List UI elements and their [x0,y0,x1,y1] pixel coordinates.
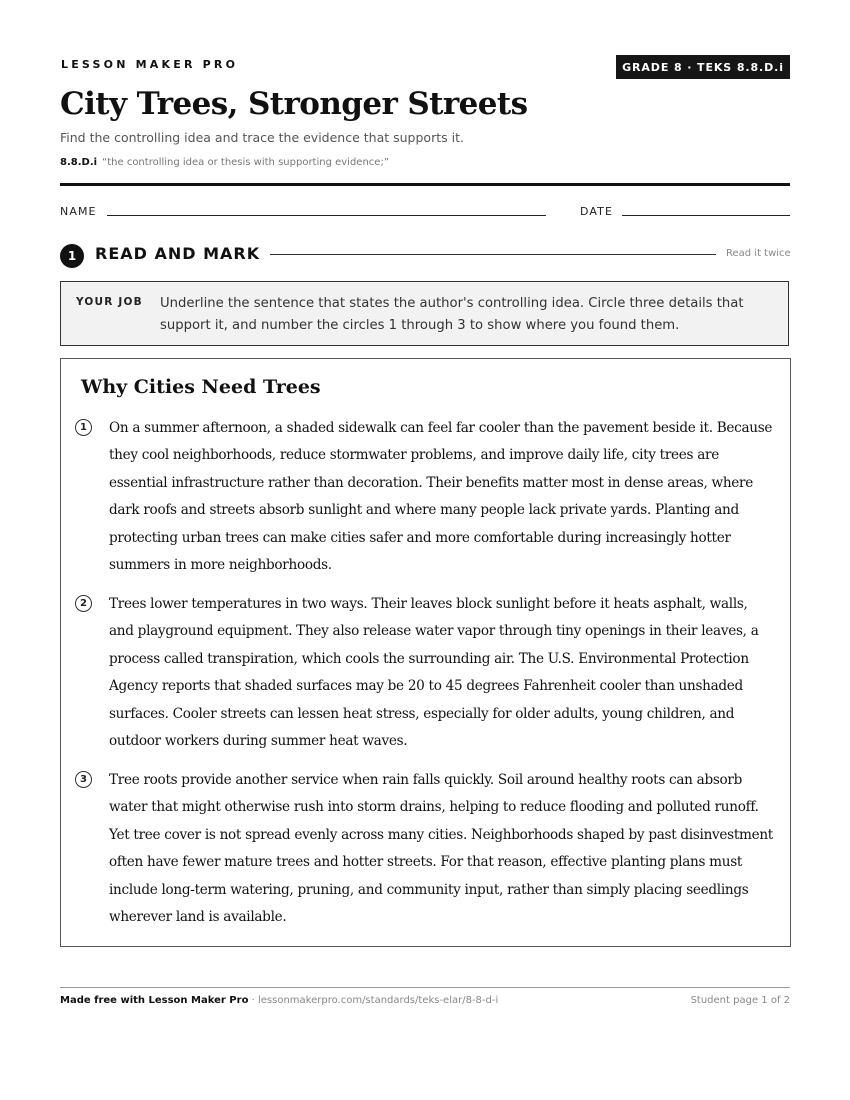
standard-code: 8.8.D.i [60,157,98,168]
header-divider [60,183,790,186]
passage-title: Why Cities Need Trees [81,376,321,398]
page-subtitle: Find the controlling idea and trace the evidence that supports it. [60,130,464,145]
date-label: DATE [580,205,614,218]
name-line[interactable] [107,215,546,216]
standard-quote: “the controlling idea or thesis with supporting evidence;” [102,157,389,168]
footer-divider [60,987,790,988]
paragraph-text: Trees lower temperatures in two ways. Their leaves block sunlight before it heats asphalt, walls, and playground equipment. They also release water vapor through tiny openings in their leaves, a process called transpiration, which cools the surrounding air. The U.S. Environmental Protection Agency reports that shaded surfaces may be 20 to 45 degrees Fahrenheit cooler than unshaded surfaces. Cooler streets can lessen heat stress, especially for older adults, young children, and outdoor workers during summer heat waves. [109,596,759,750]
section-divider [270,254,716,255]
page-number: Student page 1 of 2 [690,995,790,1006]
reading-passage [60,358,791,947]
section-number: 1 [60,244,84,268]
footer-credit [60,995,498,1006]
paragraph-text: Tree roots provide another service when rain falls quickly. Soil around healthy roots can absorb water that might otherwise rush into storm drains, helping to reduce flooding and polluted runoff. Yet tree cover is not spread evenly across many cities. Neighborhoods shaped by past disinvestment often have fewer mature trees and hotter streets. For that reason, effective planting plans must include long-term watering, pruning, and community input, rather than simply placing seedlings wherever land is available. [109,772,773,926]
paragraph-number: 1 [75,419,92,436]
footer-made: Made free with Lesson Maker Pro [60,995,249,1006]
brand-name: LESSON MAKER PRO [61,58,239,71]
section-note: Read it twice [726,248,791,259]
instructions-box [60,281,789,346]
paragraph-number: 3 [75,771,92,788]
standard-line [60,157,389,168]
section-title: READ AND MARK [95,244,261,263]
footer-url[interactable]: · lessonmakerpro.com/standards/teks-elar/8-8-d-i [248,995,499,1006]
grade-badge: GRADE 8 · TEKS 8.8.D.i [616,55,790,79]
instructions-text: Underline the sentence that states the author's controlling idea. Circle three details that support it, and number the circles 1 through 3 to show where you found them. [160,296,744,333]
page-title: City Trees, Stronger Streets [60,86,528,122]
paragraph-number: 2 [75,595,92,612]
date-line[interactable] [622,215,790,216]
name-label: NAME [60,205,97,218]
instructions-label: YOUR JOB [76,296,143,308]
paragraph-text: On a summer afternoon, a shaded sidewalk can feel far cooler than the pavement beside it. Because they cool neighborhoods, reduce stormwater problems, and improve daily life, city trees are essential infrastructure rather than decoration. Their benefits matter most in dense areas, where dark roofs and streets absorb sunlight and where many people lack private yards. Planting and protecting urban trees can make cities safer and more comfortable during increasingly hotter summers in more neighborhoods. [109,420,773,574]
